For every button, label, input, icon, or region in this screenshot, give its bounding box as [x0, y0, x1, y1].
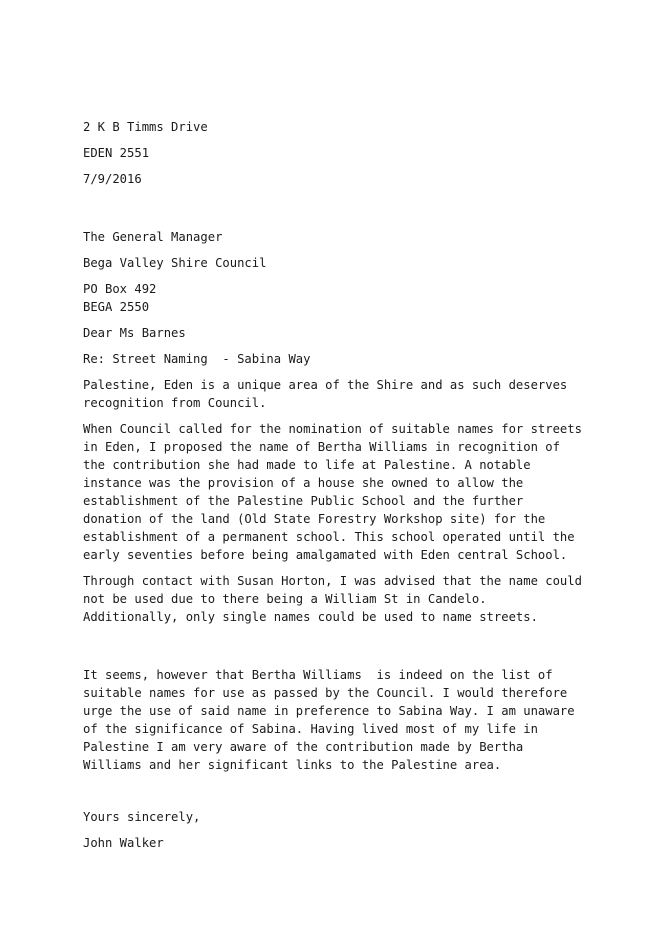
recipient-title: The General Manager [83, 230, 223, 244]
paragraph-line: urge the use of said name in preference to Sabina Way. I am unaware [83, 704, 575, 718]
paragraph-line: recognition from Council. [83, 396, 267, 410]
paragraph-4 [83, 666, 643, 774]
sender-address [83, 118, 643, 188]
paragraph-line: Additionally, only single names could be used to name streets. [83, 610, 538, 624]
paragraph-line: establishment of the Palestine Public School and the further [83, 494, 524, 508]
paragraph-line: instance was the provision of a house she owned to allow the [83, 476, 524, 490]
paragraph-line: donation of the land (Old State Forestry Workshop site) for the [83, 512, 546, 526]
paragraph-line: of the significance of Sabina. Having lived most of my life in [83, 722, 538, 736]
paragraph-line: the contribution she had made to life at Palestine. A notable [83, 458, 531, 472]
paragraph-line: early seventies before being amalgamated with Eden central School. [83, 548, 568, 562]
paragraph-3 [83, 572, 643, 626]
sender-street: 2 K B Timms Drive [83, 120, 208, 134]
paragraph-line: Palestine, Eden is a unique area of the Shire and as such deserves [83, 378, 568, 392]
closing: Yours sincerely, [83, 810, 201, 824]
recipient-po-box: PO Box 492 [83, 282, 157, 296]
paragraph-line: Williams and her significant links to the Palestine area. [83, 758, 502, 772]
paragraph-line: suitable names for use as passed by the Council. I would therefore [83, 686, 568, 700]
subject-line: Re: Street Naming - Sabina Way [83, 352, 311, 366]
salutation: Dear Ms Barnes [83, 326, 186, 340]
paragraph-1 [83, 376, 643, 412]
recipient-org: Bega Valley Shire Council [83, 256, 267, 270]
recipient-address [83, 228, 643, 316]
letter-date: 7/9/2016 [83, 172, 142, 186]
paragraph-2 [83, 420, 643, 564]
signature-name: John Walker [83, 836, 164, 850]
paragraph-line: Through contact with Susan Horton, I was advised that the name could [83, 574, 582, 588]
paragraph-line: When Council called for the nomination of suitable names for streets [83, 422, 582, 436]
letter-body [83, 118, 643, 852]
paragraph-line: establishment of a permanent school. This school operated until the [83, 530, 575, 544]
sender-town: EDEN 2551 [83, 146, 150, 160]
recipient-town: BEGA 2550 [83, 300, 150, 314]
paragraph-line: Palestine I am very aware of the contribution made by Bertha [83, 740, 524, 754]
paragraph-line: It seems, however that Bertha Williams is indeed on the list of [83, 668, 553, 682]
paragraph-line: not be used due to there being a William St in Candelo. [83, 592, 487, 606]
paragraph-line: in Eden, I proposed the name of Bertha Williams in recognition of [83, 440, 560, 454]
